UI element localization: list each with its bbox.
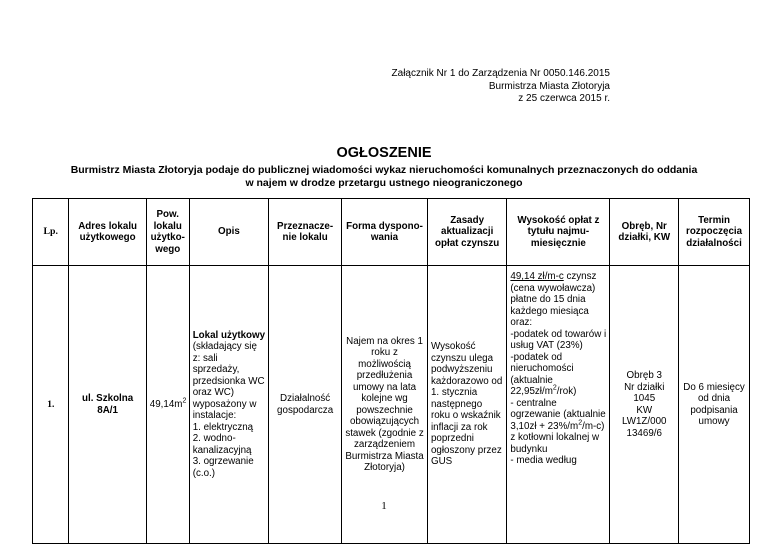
fee-first bbox=[510, 271, 606, 329]
subtitle-line-1: Burmistrz Miasta Złotoryja podaje do publicznej wiadomości wykaz nieruchomości komunalnych przeznaczonych do oddania bbox=[70, 164, 698, 176]
fee-property-tax bbox=[510, 352, 606, 398]
description-item-3: 3. ogrzewanie (c.o.) bbox=[192, 456, 254, 479]
fee-property-tax-text: -podatek od nieruchomości (aktualnie 22,95zł/m bbox=[510, 351, 574, 397]
property-table bbox=[32, 198, 750, 544]
fee-heating-text: - centralne ogrzewanie (aktualnie 3,10zł + 23%/m bbox=[510, 397, 606, 432]
fee-amount: 49,14 zł/m-c bbox=[510, 271, 564, 282]
cell-lp: 1. bbox=[33, 266, 69, 544]
header-rules: Zasady aktualizacji opłat czynszu bbox=[427, 199, 506, 266]
page-number: 1 bbox=[381, 500, 387, 512]
cell-purpose: Działalność gospodarcza bbox=[269, 266, 342, 544]
header-area: Pow. lokalu użytko-wego bbox=[146, 199, 189, 266]
cell-start: Do 6 miesięcy od dnia podpisania umowy bbox=[679, 266, 750, 544]
header-fee: Wysokość opłat z tytułu najmu-miesięcznie bbox=[507, 199, 610, 266]
fee-vat: -podatek od towarów i usług VAT (23%) bbox=[510, 328, 607, 351]
document-title: OGŁOSZENIE bbox=[336, 145, 432, 161]
cell-form: Najem na okres 1 roku z możliwością przedłużenia umowy na lata kolejne wg powszechnie obowiązujących stawek (zgodnie z zarządzeniem Burmistrza Miasta Złotoryja) bbox=[342, 266, 428, 544]
description-item-2: 2. wodno-kanalizacyjną bbox=[192, 433, 252, 456]
header-lp: Lp. bbox=[33, 199, 69, 266]
cell-address: ul. Szkolna 8A/1 bbox=[69, 266, 146, 544]
cell-plot: Obręb 3 Nr działki 1045 KW LW1Z/000 13469/6 bbox=[610, 266, 679, 544]
fee-property-tax-sup: 2 bbox=[552, 384, 557, 392]
subtitle-line-2: w najem w drodze przetargu ustnego nieograniczonego bbox=[245, 177, 523, 189]
description-item-1: 1. elektryczną bbox=[192, 421, 254, 433]
header-address: Adres lokalu użytkowego bbox=[69, 199, 146, 266]
fee-heating bbox=[510, 398, 606, 433]
header-purpose: Przeznacze-nie lokalu bbox=[269, 199, 342, 266]
table-header-row bbox=[33, 199, 750, 266]
fee-rent-text: czynsz (cena wywoławcza) płatne do 15 dnia każdego miesiąca oraz: bbox=[510, 271, 597, 328]
fee-property-tax-end: /rok) bbox=[556, 386, 577, 397]
fee-heating-end: /m-c) bbox=[582, 420, 605, 432]
fee-boiler: z kotłowni lokalnej w budynku bbox=[510, 432, 600, 455]
description-body: (składający się z: sali sprzedaży, przedsionka WC oraz WC) wyposażony w instalacje: bbox=[192, 341, 265, 422]
attachment-line-1: Załącznik Nr 1 do Zarządzenia Nr 0050.146.2015 bbox=[391, 68, 610, 79]
attachment-line-3: z 25 czerwca 2015 r. bbox=[518, 93, 610, 104]
area-unit-sup: 2 bbox=[182, 397, 187, 405]
header-description: Opis bbox=[189, 199, 268, 266]
description-head: Lokal użytkowy bbox=[192, 329, 266, 341]
area-value: 49,14m bbox=[149, 398, 183, 410]
cell-rules: Wysokość czynszu ulega podwyższeniu każdorazowo od 1. stycznia następnego roku o wskaźnik inflacji za rok poprzedni ogłoszony przez GUS bbox=[427, 266, 506, 544]
document-subtitle bbox=[20, 164, 748, 190]
header-start: Termin rozpoczęcia działalności bbox=[679, 199, 750, 266]
header-form: Forma dyspono-wania bbox=[342, 199, 428, 266]
fee-heating-sup: 2 bbox=[578, 419, 583, 427]
attachment-header bbox=[280, 68, 610, 106]
fee-media: - media według bbox=[510, 455, 577, 466]
attachment-line-2: Burmistrza Miasta Złotoryja bbox=[488, 80, 610, 92]
header-plot: Obręb, Nr działki, KW bbox=[610, 199, 679, 266]
